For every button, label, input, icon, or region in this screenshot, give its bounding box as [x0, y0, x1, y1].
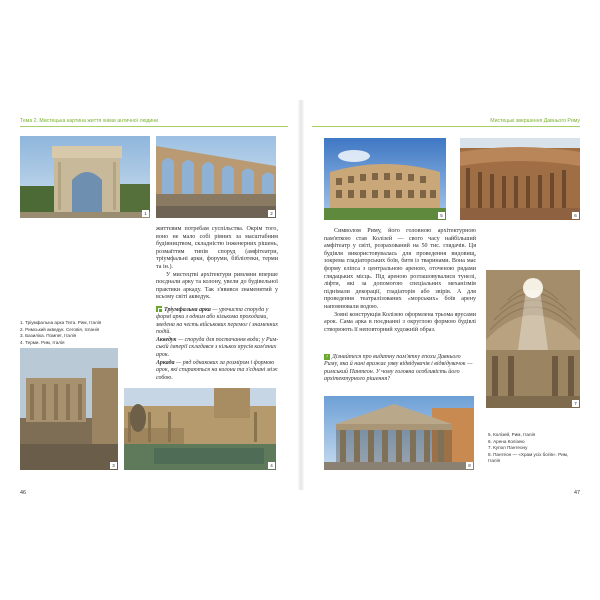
- caption: 5. Колізей, Рим, Італія: [488, 432, 536, 437]
- question-icon: ?: [326, 354, 328, 359]
- left-captions: [20, 320, 101, 346]
- glossary-entry: [156, 337, 280, 359]
- right-body-text: [324, 228, 476, 334]
- page-number-left: 46: [20, 490, 26, 496]
- photo-number: 6: [572, 212, 579, 219]
- caption: 2. Римський акведук. Сеговія, Іспанія: [20, 326, 100, 332]
- caption: 6. Арена Колізею: [488, 438, 525, 444]
- photo-roman-baths: [124, 388, 276, 470]
- photo-colosseum: [324, 138, 446, 220]
- caption: 8. Пантеон — «Храм усіх богів». Рим, Італія: [488, 451, 569, 464]
- glossary-term: Акведук: [156, 337, 177, 344]
- caption: 7. Купол Пантеону: [488, 445, 528, 451]
- caption: 3. Базиліка. Помпеї, Італія: [20, 333, 77, 339]
- photo-number: 5: [438, 212, 445, 219]
- photo-colosseum-arena: [460, 138, 580, 220]
- photo-number: 2: [268, 210, 275, 217]
- right-page: [300, 0, 600, 600]
- photo-number: 4: [268, 462, 275, 469]
- right-header-rule: [312, 126, 580, 127]
- photo-pantheon-exterior: [324, 396, 474, 470]
- glossary-term: Аркада: [156, 360, 175, 367]
- glossary-icon: [156, 306, 162, 312]
- photo-number: 3: [110, 462, 117, 469]
- paragraph: У мистецтві архітектури римляни вперше поєднали арку та колону, увели до будівельної практики аркаду. Так з'явився знаменитий у всьому світі акведук.: [156, 271, 278, 301]
- photo-pantheon-dome: [486, 270, 580, 408]
- caption: 1. Тріумфальна арка Тита. Рим, Італія: [20, 320, 102, 325]
- page-number-right: 47: [574, 490, 580, 496]
- question-block: [324, 354, 476, 384]
- right-running-header: Мистецькі звершення Давнього Риму: [490, 118, 580, 124]
- photo-basilica-pompeii: [20, 348, 118, 470]
- paragraph: Символом Риму, його головною архітектурною пам'яткою став Колізей — свого часу найбільший амфітеатр у світі, розрахований на 50 тис. глядачів. Ця будівля використовувалась для проведення видовищ, зокрема гладіаторських боїв, битв із тваринами. Вона має форму еліпса з центральною ареною, оточеною рядами глядацьких місць. Під ареною розташовувалися тунелі, ліфти, які за допомогою спеціальних механізмів піднімали декорації, гладіаторів або звірів. А для проведення театралізованих «морських» боїв арену наповнювали водою.: [324, 228, 476, 310]
- caption: 4. Терми. Рим, Італія: [20, 339, 65, 345]
- glossary-term: Тріумфальна арка: [164, 307, 211, 313]
- glossary-block: [156, 306, 280, 383]
- paragraph: Зовні конструкція Колізею оформлена трьома ярусами арок. Сама арка в поєднанні з округлою формою будівлі створюють її неповторний художній образ.: [324, 311, 476, 333]
- glossary-entry: [156, 306, 280, 336]
- glossary-definition: — споруда для постачання води; у Римській імперії складався з кількох ярусів кам'яних арок.: [156, 337, 279, 358]
- left-header-rule: [20, 126, 288, 127]
- paragraph: життєвим потребам суспільства. Окрім того, воно не мало собі рівних за масштабним будівництвом, складністю інженерних рішень, розмаїттям типів споруд (амфітеатри, тріумфальні арки, форуми, бібліотеки, терми та ін.).: [156, 226, 278, 270]
- right-captions: [488, 432, 578, 465]
- photo-arch-of-titus: [20, 136, 150, 218]
- glossary-entry: [156, 360, 280, 382]
- glossary-definition: — урочиста споруда у формі арки з одним або кількома проходами, зведена на честь військових перемог і знаменних подій.: [156, 307, 279, 335]
- photo-number: 1: [142, 210, 149, 217]
- left-running-header: Тема 2. Мистецька картина життя хнiми античної людини: [20, 118, 159, 124]
- photo-segovia-aqueduct: [156, 136, 276, 218]
- glossary-definition: — ряд однакових за розміром і формою арок, які спираються на колони та з'єднані між собою.: [156, 360, 278, 381]
- left-body-text: [156, 226, 278, 302]
- photo-number: 7: [572, 400, 579, 407]
- photo-number: 8: [466, 462, 473, 469]
- question-text: Дізнайтеся про видатну пам'ятку епохи Давнього Риму, яка й нині вражає уяву відвідувачів і відвідувачок — римський Пантеон. У чому головна особливість його архітектурного рішення?: [324, 354, 473, 383]
